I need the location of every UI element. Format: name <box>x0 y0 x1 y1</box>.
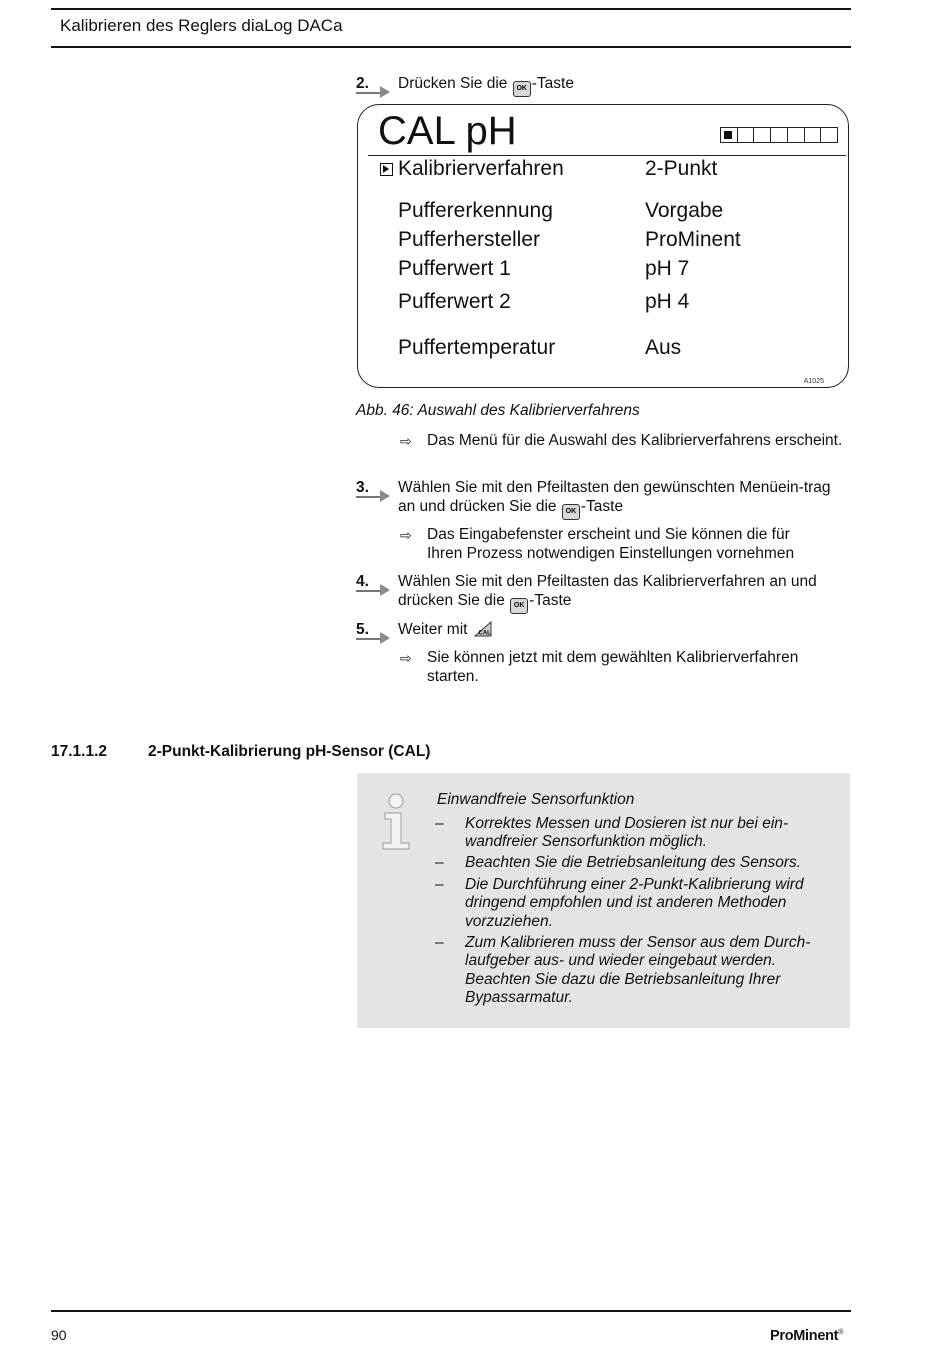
step-arrow-icon <box>380 584 390 596</box>
info-item-text: Die Durchführung einer 2-Punkt-Kalibrierung wird dringend empfohlen und ist anderen Methoden vorzuziehen. <box>465 876 804 930</box>
step-text-before: Weiter mit <box>398 621 472 638</box>
menu-label: Pufferhersteller <box>398 228 541 251</box>
step-text <box>398 572 853 614</box>
step-number: 5. <box>356 621 369 638</box>
step-number-marker <box>356 620 396 642</box>
list-dash: – <box>435 876 444 893</box>
footer-rule <box>51 1310 851 1312</box>
menu-value: Vorgabe <box>645 199 724 222</box>
step-number-marker <box>356 478 396 500</box>
info-item-text: Zum Kalibrieren muss der Sensor aus dem Durch-laufgeber aus- und wieder eingebaut werden. Beachten Sie dazu die Betriebsanleitung Ihrer Bypassarmatur. <box>465 934 811 1006</box>
result-arrow-icon: ⇨ <box>400 650 412 666</box>
menu-value: pH 7 <box>645 257 690 280</box>
brand-registered-mark: ® <box>838 1329 844 1337</box>
step-number: 3. <box>356 479 369 496</box>
result-arrow-icon: ⇨ <box>400 433 412 449</box>
ok-key-icon: OK <box>513 81 531 97</box>
section-title: 2-Punkt-Kalibrierung pH-Sensor (CAL) <box>148 743 431 760</box>
menu-value: pH 4 <box>645 290 690 313</box>
info-item-text: Beachten Sie die Betriebsanleitung des Sensors. <box>465 854 802 871</box>
figure-caption: Abb. 46: Auswahl des Kalibrierverfahrens <box>356 402 640 419</box>
result-item <box>400 648 850 688</box>
step-text <box>398 74 853 97</box>
step-number-marker <box>356 74 396 96</box>
cal-key-label: CAL <box>478 630 491 637</box>
info-item-text: Korrektes Messen und Dosieren ist nur bei ein-wandfreier Sensorfunktion möglich. <box>465 815 789 851</box>
step-3 <box>356 478 851 518</box>
display-title: CAL pH <box>378 109 517 153</box>
progress-bar-icon <box>720 127 838 143</box>
menu-label: Puffererkennung <box>398 199 553 222</box>
step-2 <box>356 74 851 96</box>
step-5 <box>356 620 851 642</box>
step-text <box>398 478 838 520</box>
result-text: Das Menü für die Auswahl des Kalibrierverfahrens erscheint. <box>427 432 843 449</box>
section-number: 17.1.1.2 <box>51 743 108 760</box>
brand-name: ProMinent <box>770 1328 839 1344</box>
list-dash: – <box>435 854 444 871</box>
list-dash: – <box>435 815 444 832</box>
header-rule-bottom <box>51 46 851 48</box>
info-title: Einwandfreie Sensorfunktion <box>437 791 635 808</box>
menu-label: Puffertemperatur <box>398 336 556 359</box>
step-text-before: Wählen Sie mit den Pfeiltasten den gewünschten Menüein-trag an und drücken Sie die <box>398 479 831 515</box>
menu-label: Pufferwert 2 <box>398 290 511 313</box>
selection-cursor-icon <box>380 163 393 176</box>
step-text <box>398 620 853 639</box>
result-text: Sie können jetzt mit dem gewählten Kalibrierverfahren starten. <box>427 649 799 685</box>
menu-label: Kalibrierverfahren <box>398 157 564 180</box>
cal-key-icon <box>474 621 492 637</box>
info-icon <box>379 793 413 851</box>
figure-code: A1025 <box>803 378 824 385</box>
result-text: Das Eingabefenster erscheint und Sie können die für Ihren Prozess notwendigen Einstellungen vornehmen <box>427 526 795 562</box>
menu-value: ProMinent <box>645 228 741 251</box>
step-number: 4. <box>356 573 369 590</box>
result-item <box>400 431 850 471</box>
step-number-marker <box>356 572 396 594</box>
page-number: 90 <box>51 1327 67 1343</box>
step-arrow-icon <box>380 490 390 502</box>
step-text-before: Wählen Sie mit den Pfeiltasten das Kalibrierverfahren an und drücken Sie die <box>398 573 817 609</box>
ok-key-icon: OK <box>562 504 580 520</box>
step-text-after: -Taste <box>531 75 574 92</box>
step-text-after: -Taste <box>529 592 572 609</box>
menu-label: Pufferwert 1 <box>398 257 511 280</box>
step-arrow-icon <box>380 632 390 644</box>
step-4 <box>356 572 851 612</box>
menu-value: 2-Punkt <box>645 157 718 180</box>
step-text-after: -Taste <box>580 498 624 515</box>
brand-logo <box>770 1328 843 1344</box>
result-item <box>400 525 850 565</box>
list-dash: – <box>435 934 444 951</box>
step-arrow-icon <box>380 86 390 98</box>
result-arrow-icon: ⇨ <box>400 527 412 543</box>
step-number: 2. <box>356 75 369 92</box>
menu-value: Aus <box>645 336 682 359</box>
ok-key-icon: OK <box>510 598 528 614</box>
step-text-before: Drücken Sie die <box>398 75 512 92</box>
page-header-title: Kalibrieren des Reglers diaLog DACa <box>60 16 343 35</box>
info-box <box>357 773 850 1028</box>
header-rule-top <box>51 8 851 10</box>
device-display <box>357 104 849 388</box>
